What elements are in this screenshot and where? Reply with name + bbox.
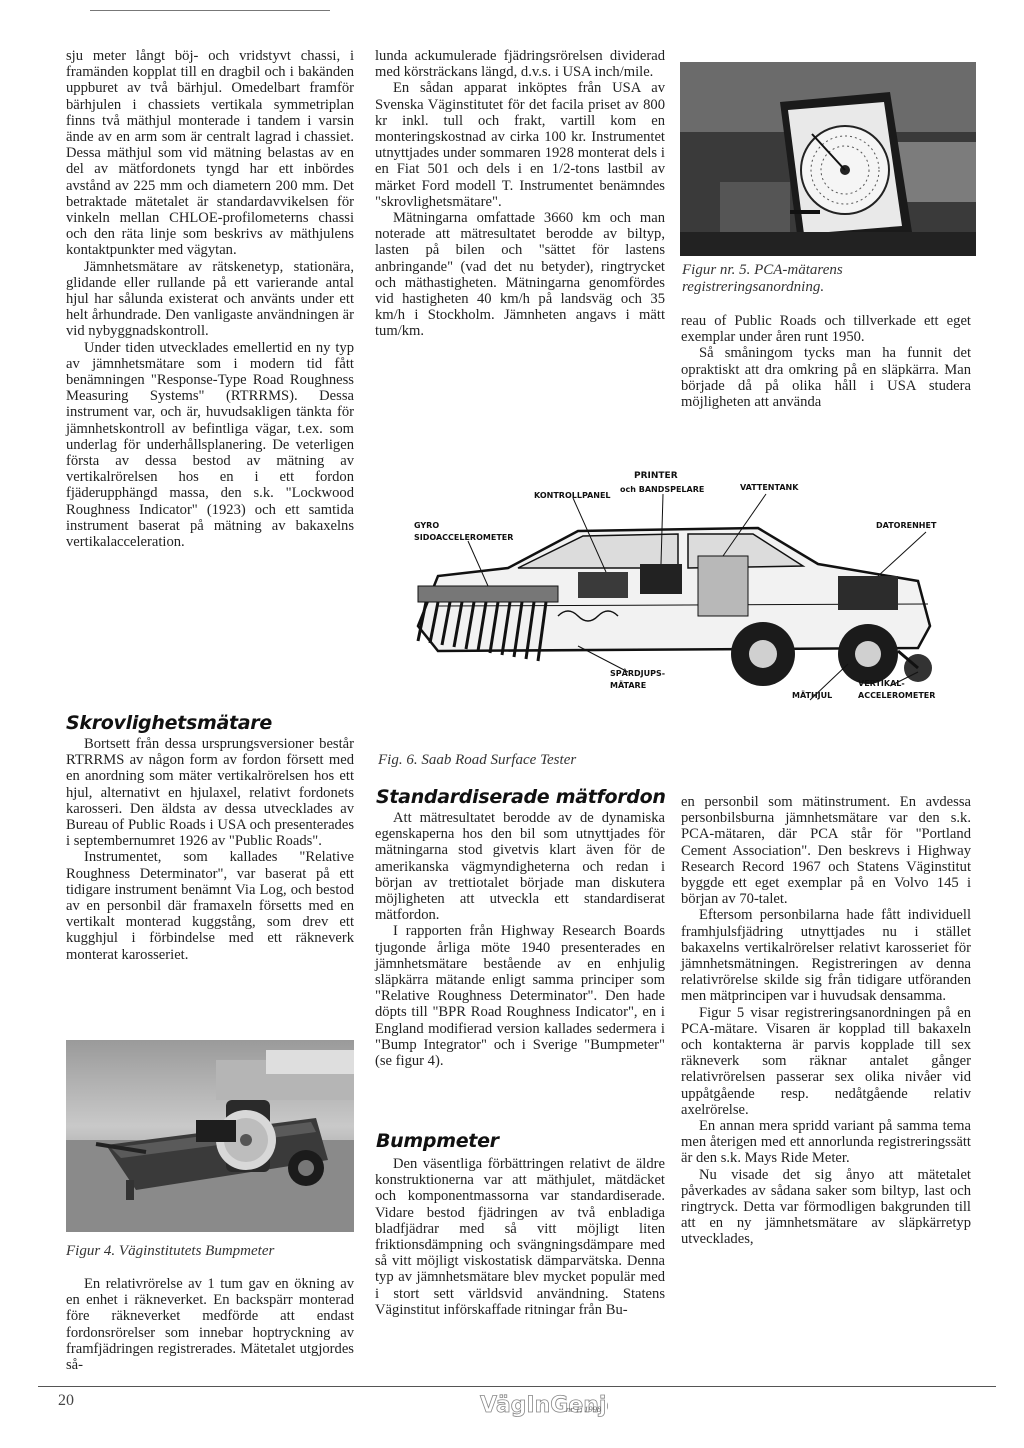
paragraph: Så småningom tycks man ha funnit det opraktiskt att dra omkring på en släpkärra. Man började då på olika håll i USA studera möjligheten att använda [681,345,971,411]
figure-5-photo [680,62,976,256]
column-2-bottom [375,1156,665,1318]
control-panel-shape [578,572,628,598]
label-printer: PRINTER [634,471,678,481]
paragraph: Instrumentet, som kallades "Relative Roughness Determinator", var baserat på ett tidigare instrument benämnt Via Log, och bestod av en personbil där framaxeln försetts med en vertikalt monterad kuggstång, som drev ett kugghjul i förbindelse med ett räkneverk monterat karosseriet. [66,849,354,963]
heading-standardiserade-matfordon: Standardiserade mätfordon [376,786,666,808]
figure-4-caption: Figur 4. Väginstitutets Bumpmeter [66,1243,275,1259]
paragraph: Under tiden utvecklades emellertid en ny typ av jämnhetsmätare som i modern tid fått benämningen "Response-Type Road Roughness Measuring Systems" (RTRRMS). Dessa instrument var, och är, huvudsakligen tänkta för jämnhetskontroll av befintliga vägar, t.ex. som underlag för underhållsplanering. De veterligen första av dessa bestod av mätning av vertikalrörelsen hos en i ett fordon fjäderupphängd massa, den s.k. "Lockwood Roughness Indicator" (1923) och ett samtida instrument baserat på mätning av bakaxelns vertikalacceleration. [66,339,354,551]
column-3-bottom [681,794,971,1248]
label-vattentank: VATTENTANK [740,483,799,492]
paragraph: Mätningarna omfattade 3660 km och man noterade att mätresultatet berodde av biltyp, lasten på bilen och "sättet för lastens anbringande" (vad det nu betyder), ringtrycket och mäthastigheten. Mätningarna genomfördes vid hastigheten 40 km/h på landsväg och 35 km/h i Stockholm. Jämnheten angavs i mätt tum/km. [375,210,665,340]
paragraph: Figur 5 visar registreringsanordningen på en PCA-mätare. Visaren är kopplad till bakaxeln och kontakterna är parvis kopplade till sex räkneverk som räknar antalet gånger relativrörelsen passerar sex olika nivåer vid uppåtgående resp. nedåtgående relativ axelrörelse. [681,1004,971,1118]
paragraph: Att mätresultatet berodde av de dynamiska egenskaperna hos den bil som utnyttjades för mätningarna stod givetvis klart även för de amerikanska vägmyndigheterna och redan i början av trettiotalet började man diskutera möjligheten att utveckla ett standardiserat mätfordon. [375,810,665,924]
footer-rule [38,1386,996,1387]
label-matare: MÄTARE [610,681,647,690]
top-rule [90,10,330,11]
label-spardjups: SPÅRDJUPS- [610,669,666,678]
label-mathjul: MÄTHJUL [792,691,833,700]
column-3-top [681,313,971,410]
paragraph: en personbil som mätinstrument. En avdessa personbilsburna jämnhetsmätare var den s.k. PCA-mätaren, där PCA står för "Portland Cement Association". Den beskrevs i Highway Research Record 1967 och Statens Väginstitut byggde ett eget exemplar på en Volvo 145 i början av 70-talet. [681,794,971,908]
column-2-top [375,48,665,340]
label-kontrollpanel: KONTROLLPANEL [534,491,611,500]
logo-text: VägInGenj [480,1393,607,1418]
paragraph: I rapporten från Highway Research Boards tjugonde årliga möte 1940 presenterades en jämnhetsmätare bestående av en enhjulig släpkärra mätande enligt samma principer som "Relative Roughness Determinator". Den hade döpts till "BPR Road Roughness Indicator", en i England modifierad version kallades sedermera i "Bump Integrator" och i Sverige "Bumpmeter" (se figur 4). [375,923,665,1070]
heading-bumpmeter: Bumpmeter [376,1130,499,1152]
paragraph: Jämnhetsmätare av rätskenetyp, stationära, glidande eller rullande på ett varierande antal hjul har sålunda existerat och använts under ett helt århundrade. Den vanligaste användningen är vid nybyggnadskontroll. [66,258,354,340]
figure-5-caption: Figur nr. 5. PCA-mätarens registreringsanordning. [682,262,843,295]
paragraph: Nu visade det sig ånyo att mätetalet påverkades av sådana saker som biltyp, last och ringtryck. Detta var förmodligen bakgrunden till att en ny jämnhetsmätare av släpkärretyp utvecklades, [681,1166,971,1248]
paragraph: Eftersom personbilarna hade fått individuell framhjulsfjädring utnyttjades nu i stället bakaxelns vertikalrörelser relativt karosseriet för jämnhetsmätningen. Registreringen av denna relativrörelse skilde sig från tidigare utföranden men mätprincipen var i huvudsak densamma. [681,907,971,1005]
issue-label: nr 1, 1998 [566,1404,602,1414]
label-bandspelare: och BANDSPELARE [620,485,705,494]
paragraph: Den väsentliga förbättringen relativt de äldre konstruktionerna var att mäthjulet, mätdäcket och komponentmassorna var standardiserade. Vidare bestod fjädringen av två enbladiga bladfjädrar med så vitt möjligt liten friktionsdämpning och svängningsdämpare med så vitt möjligt viskostatisk dämparvätska. Denna typ av jämnhetsmätare blev mycket populär med i stort sett världsvid användning. Statens Väginstitut införskaffade ritningar från Bu- [375,1156,665,1318]
label-vertikal: VERTIKAL- [858,679,905,688]
paragraph: Bortsett från dessa ursprungsversioner består RTRRMS av någon form av fordon försett med en anordning som mäter vertikalrörelsen hos ett hjul, alternativt en hjulaxel, relativt fordonets karosseri. Den äldsta av dessa utvecklades av Bureau of Public Roads i USA och presenterades i septembernumret 1926 av "Public Roads". [66,736,354,850]
paragraph: sju meter långt böj- och vridstyvt chassi, i framänden kopplat till en dragbil och i bakänden uppburet av två bärhjul. Omedelbart framför bärhjulen i chassiets vertikala symmetriplan finns två mäthjul monterade i tandem i varsin ände av en arm som är centralt lagrad i chassiet. Dessa mäthjul som vid mätning belastas av en del av mätfordonets tyngd har ett inbördes avstånd av 225 mm och diametern 200 mm. Det betraktade mätetalet är standardavvikelsen för vinkeln mellan CHLOE-profilometerns chassi och den räta linje som beskrivs av mäthjulens kontaktpunkter med vägytan. [66,48,354,259]
column-1-bottom [66,1276,354,1373]
figure-6-caption: Fig. 6. Saab Road Surface Tester [378,752,577,768]
paragraph: reau of Public Roads och tillverkade ett eget exemplar under åren runt 1950. [681,313,971,346]
column-1-top [66,48,354,550]
label-datorenhet: DATORENHET [876,521,937,530]
label-gyro: GYRO [414,521,440,530]
label-accelerometer: ACCELEROMETER [858,691,936,700]
paragraph: En annan mera spridd variant på samma tema men återigen med ett annorlunda registreringssätt är den s.k. Mays Ride Meter. [681,1118,971,1167]
paragraph: En relativrörelse av 1 tum gav en ökning av en enhet i räkneverket. En backspärr monterad före räkneverket medförde att endast fordonsrörelser som innebar hoptryckning av framfjädringen registrerades. Mätetalet utgjordes så- [66,1276,354,1374]
figure-4-photo [66,1040,354,1232]
paragraph: lunda ackumulerade fjädringsrörelsen dividerad med körsträckans längd, d.v.s. i USA inch/mile. [375,48,665,81]
figure-6-diagram [378,436,976,740]
page-number: 20 [58,1392,74,1409]
column-2-mid [375,810,665,1069]
label-sidoaccelerometer: SIDOACCELEROMETER [414,533,514,542]
column-1-mid [66,736,354,963]
paragraph: En sådan apparat inköptes från USA av Svenska Väginstitutet för det facila priset av 800 kr inkl. tull och frakt, vartill kom en monteringskostnad av cirka 100 kr. Instrumentet utnyttjades under sommaren 1928 monterat dels i en Fiat 501 och dels i en 1/2-tons lastbil av märket Ford modell T. Instrumentet benämndes "skrovlighetsmätare". [375,80,665,210]
heading-skrovlighetsmatare: Skrovlighetsmätare [66,712,272,734]
